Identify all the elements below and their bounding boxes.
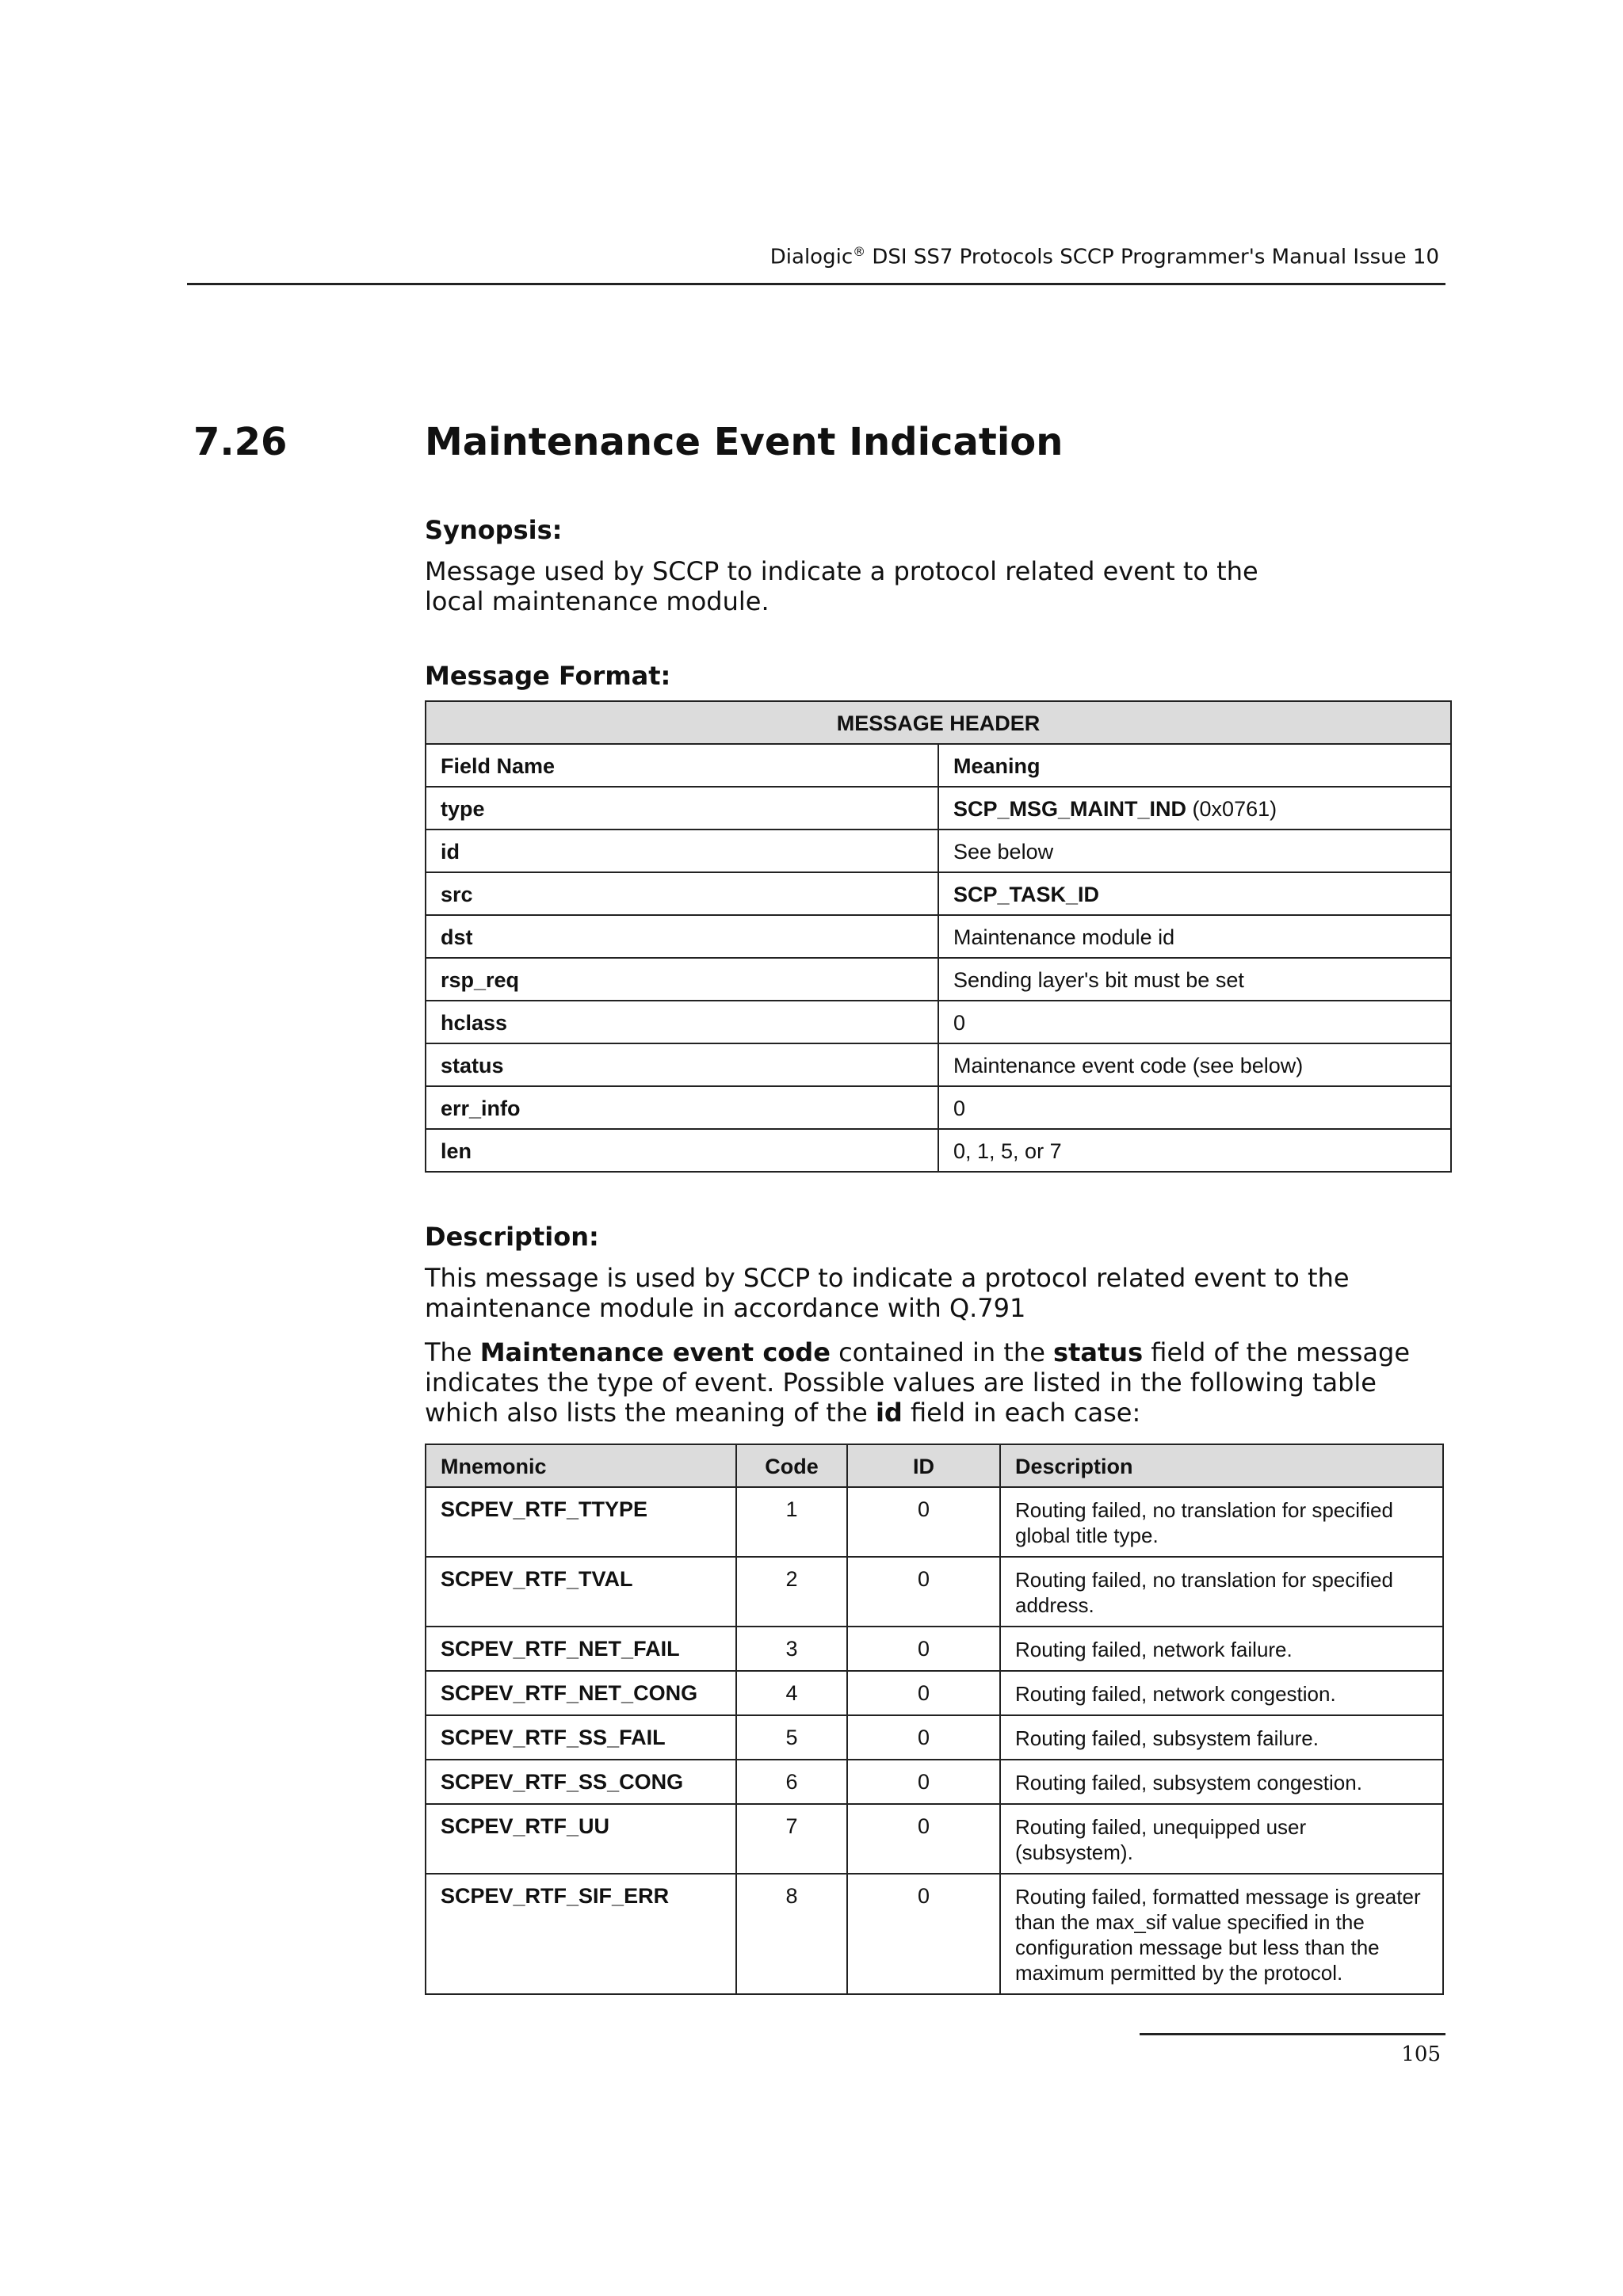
event-description: Routing failed, no translation for specified global title type. xyxy=(1000,1487,1443,1557)
table-row xyxy=(426,1671,1443,1715)
event-code: 2 xyxy=(736,1557,847,1627)
header-brand: Dialogic xyxy=(769,245,854,269)
event-id: 0 xyxy=(847,1804,1000,1874)
bold-run: id xyxy=(875,1398,903,1428)
event-code: 1 xyxy=(736,1487,847,1557)
text-run: field in each case: xyxy=(902,1398,1141,1428)
field-meaning xyxy=(938,787,1451,830)
table-row xyxy=(426,1557,1443,1627)
description-para-2 xyxy=(425,1337,1447,1428)
event-code: 7 xyxy=(736,1804,847,1874)
col-description: Description xyxy=(1000,1444,1443,1487)
event-mnemonic: SCPEV_RTF_SS_CONG xyxy=(426,1760,736,1804)
event-mnemonic: SCPEV_RTF_TVAL xyxy=(426,1557,736,1627)
field-name: status xyxy=(426,1043,938,1086)
field-name: hclass xyxy=(426,1001,938,1043)
bold-run: status xyxy=(1053,1337,1144,1367)
field-meaning: SCP_TASK_ID xyxy=(938,872,1451,915)
event-description: Routing failed, subsystem congestion. xyxy=(1000,1760,1443,1804)
table-row xyxy=(426,830,1451,872)
field-name: src xyxy=(426,872,938,915)
running-header xyxy=(187,244,1445,269)
event-code: 5 xyxy=(736,1715,847,1760)
text-run: field of the message indicates the type of event. Possible values are listed in the following table which also lists the meaning of the xyxy=(425,1337,1411,1428)
event-description: Routing failed, network failure. xyxy=(1000,1627,1443,1671)
event-id: 0 xyxy=(847,1557,1000,1627)
section-number: 7.26 xyxy=(193,420,288,464)
text-run: The xyxy=(425,1337,480,1367)
page-number: 105 xyxy=(1401,2042,1441,2066)
table-row xyxy=(426,1804,1443,1874)
event-description: Routing failed, no translation for specified address. xyxy=(1000,1557,1443,1627)
table-row xyxy=(426,1874,1443,1994)
event-code: 4 xyxy=(736,1671,847,1715)
table-row xyxy=(426,1627,1443,1671)
field-name: rsp_req xyxy=(426,958,938,1001)
synopsis-heading: Synopsis: xyxy=(425,515,563,545)
event-id: 0 xyxy=(847,1715,1000,1760)
header-rule xyxy=(187,283,1445,285)
table-row xyxy=(426,958,1451,1001)
table-title-row xyxy=(426,701,1451,744)
event-id: 0 xyxy=(847,1671,1000,1715)
col-id: ID xyxy=(847,1444,1000,1487)
description-heading: Description: xyxy=(425,1222,599,1252)
message-header-table xyxy=(425,700,1452,1173)
table-row xyxy=(426,1715,1443,1760)
table-row xyxy=(426,1487,1443,1557)
table-header-row xyxy=(426,1444,1443,1487)
col-meaning: Meaning xyxy=(938,744,1451,787)
field-name: len xyxy=(426,1129,938,1172)
table-row xyxy=(426,1760,1443,1804)
event-codes-table xyxy=(425,1444,1444,1995)
event-description: Routing failed, subsystem failure. xyxy=(1000,1715,1443,1760)
field-name: type xyxy=(426,787,938,830)
field-meaning: 0 xyxy=(938,1086,1451,1129)
text-run: contained in the xyxy=(830,1337,1054,1367)
event-mnemonic: SCPEV_RTF_NET_FAIL xyxy=(426,1627,736,1671)
header-title: DSI SS7 Protocols SCCP Programmer's Manual Issue 10 xyxy=(865,245,1439,269)
table-row xyxy=(426,1129,1451,1172)
field-name: err_info xyxy=(426,1086,938,1129)
field-meaning: Maintenance event code (see below) xyxy=(938,1043,1451,1086)
event-id: 0 xyxy=(847,1760,1000,1804)
table-row xyxy=(426,787,1451,830)
event-id: 0 xyxy=(847,1487,1000,1557)
synopsis-text: Message used by SCCP to indicate a protocol related event to the local maintenance module. xyxy=(425,556,1258,616)
field-meaning: Sending layer's bit must be set xyxy=(938,958,1451,1001)
event-description: Routing failed, unequipped user (subsystem). xyxy=(1000,1804,1443,1874)
event-mnemonic: SCPEV_RTF_NET_CONG xyxy=(426,1671,736,1715)
event-code: 6 xyxy=(736,1760,847,1804)
field-name: id xyxy=(426,830,938,872)
event-code: 3 xyxy=(736,1627,847,1671)
event-mnemonic: SCPEV_RTF_UU xyxy=(426,1804,736,1874)
event-code: 8 xyxy=(736,1874,847,1994)
event-mnemonic: SCPEV_RTF_TTYPE xyxy=(426,1487,736,1557)
event-mnemonic: SCPEV_RTF_SS_FAIL xyxy=(426,1715,736,1760)
event-id: 0 xyxy=(847,1874,1000,1994)
table-row xyxy=(426,1001,1451,1043)
field-name: dst xyxy=(426,915,938,958)
event-description: Routing failed, formatted message is greater than the max_sif value specified in the configuration message but less than the maximum permitted by the protocol. xyxy=(1000,1874,1443,1994)
registered-mark: ® xyxy=(853,244,866,259)
section-title: Maintenance Event Indication xyxy=(425,420,1064,464)
table-row xyxy=(426,915,1451,958)
event-description: Routing failed, network congestion. xyxy=(1000,1671,1443,1715)
col-mnemonic: Mnemonic xyxy=(426,1444,736,1487)
meaning-mnemonic: SCP_MSG_MAINT_IND xyxy=(953,797,1187,821)
table-row xyxy=(426,1043,1451,1086)
table-row xyxy=(426,1086,1451,1129)
col-code: Code xyxy=(736,1444,847,1487)
table-header-row xyxy=(426,744,1451,787)
table-title: MESSAGE HEADER xyxy=(426,701,1451,744)
field-meaning: 0 xyxy=(938,1001,1451,1043)
message-format-heading: Message Format: xyxy=(425,661,671,691)
bold-run: Maintenance event code xyxy=(479,1337,831,1367)
meaning-hex: (0x0761) xyxy=(1186,797,1277,821)
footer-rule xyxy=(1140,2033,1445,2035)
field-meaning: 0, 1, 5, or 7 xyxy=(938,1129,1451,1172)
field-meaning: Maintenance module id xyxy=(938,915,1451,958)
description-para-1: This message is used by SCCP to indicate a protocol related event to the maintenance module in accordance with Q.791 xyxy=(425,1263,1350,1323)
content-body xyxy=(425,515,1455,1995)
event-id: 0 xyxy=(847,1627,1000,1671)
col-field-name: Field Name xyxy=(426,744,938,787)
table-row xyxy=(426,872,1451,915)
field-meaning: See below xyxy=(938,830,1451,872)
event-mnemonic: SCPEV_RTF_SIF_ERR xyxy=(426,1874,736,1994)
